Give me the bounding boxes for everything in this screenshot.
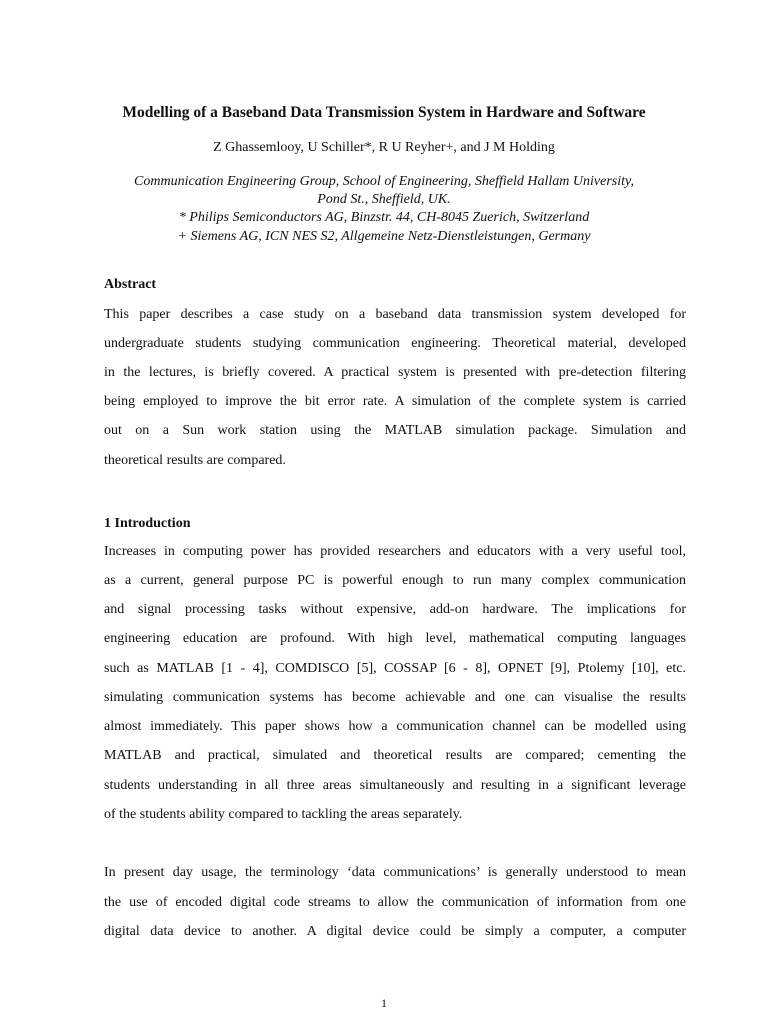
abstract-heading: Abstract xyxy=(104,277,157,292)
intro-line: almost immediately. This paper shows how a communication channel can be modelled using xyxy=(104,719,686,734)
intro-line: the use of encoded digital code streams to allow the communication of information from one xyxy=(104,895,686,910)
intro-line: and signal processing tasks without expensive, add-on hardware. The implications for xyxy=(104,602,686,617)
paper-title: Modelling of a Baseband Data Transmission System in Hardware and Software xyxy=(122,104,646,121)
intro-line: engineering education are profound. With high level, mathematical computing languages xyxy=(104,631,686,646)
affiliation-line: Pond St., Sheffield, UK. xyxy=(317,192,451,208)
intro-line: such as MATLAB [1 - 4], COMDISCO [5], COSSAP [6 - 8], OPNET [9], Ptolemy [10], etc. xyxy=(104,661,686,676)
intro-line: In present day usage, the terminology ‘data communications’ is generally understood to mean xyxy=(104,865,686,880)
intro-line: digital data device to another. A digital device could be simply a computer, a computer xyxy=(104,924,686,939)
abstract-line: This paper describes a case study on a baseband data transmission system developed for xyxy=(104,307,686,322)
author-list: Z Ghassemlooy, U Schiller*, R U Reyher+, and J M Holding xyxy=(213,140,555,155)
intro-line: of the students ability compared to tackling the areas separately. xyxy=(104,807,463,822)
affiliation-line: + Siemens AG, ICN NES S2, Allgemeine Netz-Dienstleistungen, Germany xyxy=(177,228,591,244)
abstract-line: in the lectures, is briefly covered. A practical system is presented with pre-detection filtering xyxy=(104,365,686,380)
affiliation-line: Communication Engineering Group, School of Engineering, Sheffield Hallam University, xyxy=(134,174,634,189)
abstract-line: undergraduate students studying communication engineering. Theoretical material, developed xyxy=(104,336,686,351)
intro-line: Increases in computing power has provided researchers and educators with a very useful tool, xyxy=(104,544,686,559)
intro-line: as a current, general purpose PC is powerful enough to run many complex communication xyxy=(104,573,686,588)
intro-line: simulating communication systems has become achievable and one can visualise the results xyxy=(104,690,686,705)
page-number: 1 xyxy=(381,996,387,1010)
abstract-line: being employed to improve the bit error rate. A simulation of the complete system is carried xyxy=(104,394,686,409)
affiliation-line: * Philips Semiconductors AG, Binzstr. 44, CH-8045 Zuerich, Switzerland xyxy=(178,210,590,226)
affiliations xyxy=(0,173,768,246)
abstract-line: theoretical results are compared. xyxy=(104,453,286,468)
intro-line: MATLAB and practical, simulated and theoretical results are compared; cementing the xyxy=(104,748,686,763)
introduction-heading: 1 Introduction xyxy=(104,516,191,531)
intro-line: students understanding in all three areas simultaneously and resulting in a significant leverage xyxy=(104,778,686,793)
abstract-line: out on a Sun work station using the MATLAB simulation package. Simulation and xyxy=(104,423,686,438)
